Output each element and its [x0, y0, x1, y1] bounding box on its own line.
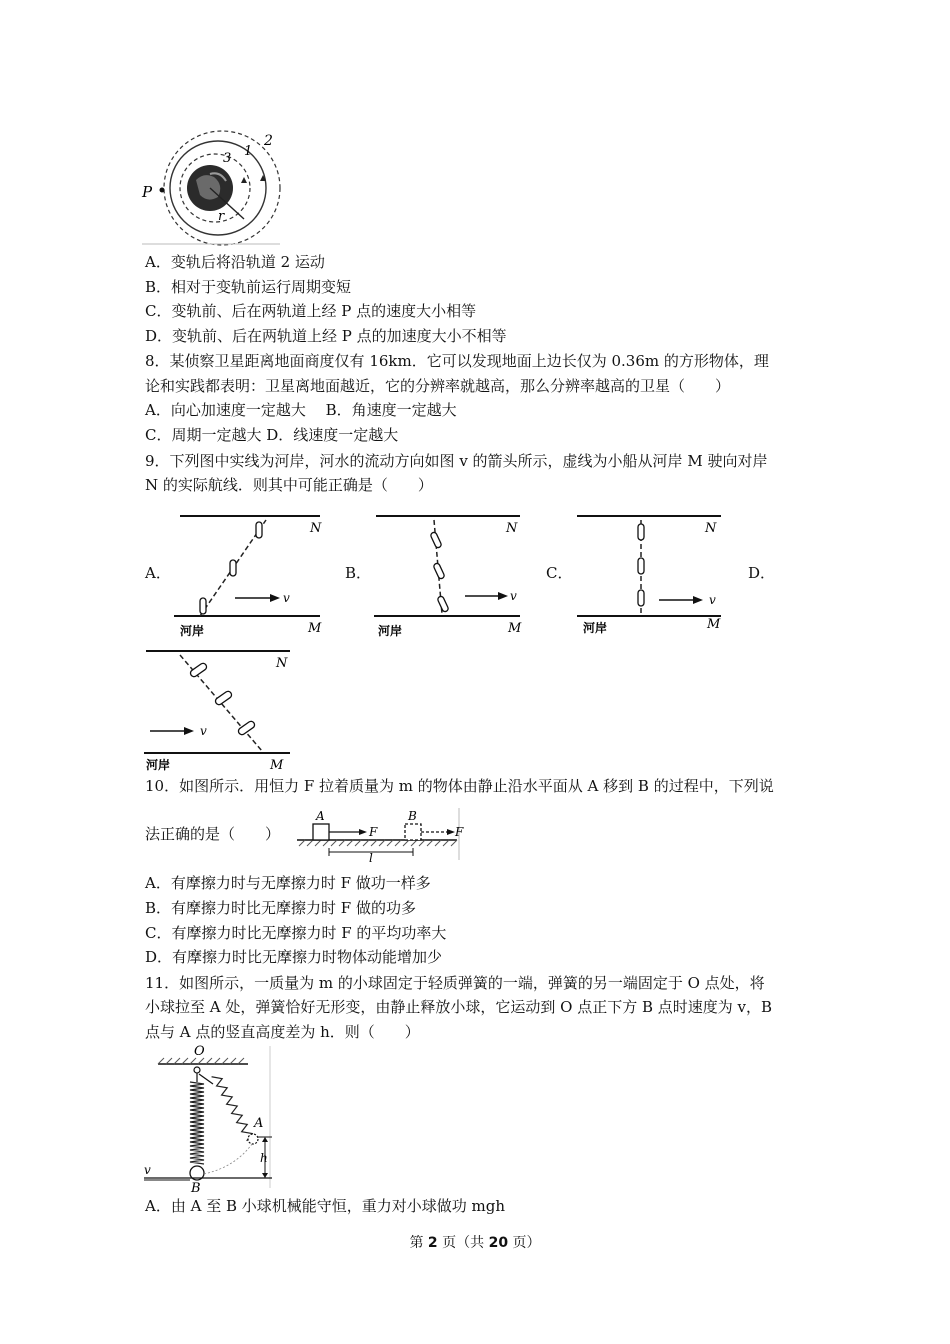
q10-stem-line-2: 法正确的是（ ）: [145, 825, 281, 843]
q8-options-cd: C．周期一定越大 D．线速度一定越大: [145, 426, 399, 444]
fig-c-v: v: [709, 593, 716, 607]
q9-stem-line-2: N 的实际航线．则其中可能正确是（ ）: [145, 476, 433, 494]
river-figure-a: [170, 510, 325, 640]
q11-stem-line-2: 小球拉至 A 处，弹簧恰好无形变，由静止释放小球，它运动到 O 点正下方 B 点时速度为 v，B: [145, 998, 773, 1016]
force-fig-l: l: [369, 851, 373, 864]
q11-option-a: A．由 A 至 B 小球机械能守恒，重力对小球做功 mgh: [145, 1197, 506, 1215]
fig-c-m: M: [707, 617, 721, 632]
river-figure-c: [573, 510, 728, 640]
footer-page-number: 2: [427, 1235, 438, 1251]
orbit-figure: [140, 125, 285, 247]
q10-option-a: A．有摩擦力时与无摩擦力时 F 做功一样多: [145, 874, 431, 892]
orbit-label-p: P: [142, 183, 153, 201]
footer-total-pages: 20: [488, 1235, 509, 1251]
fig-b-v: v: [510, 589, 517, 603]
fig-d-v: v: [200, 724, 207, 738]
spring-fig-b: B: [191, 1181, 201, 1192]
force-figure: [295, 806, 465, 864]
fig-a-bank: 河岸: [180, 624, 205, 638]
fig-b-m: M: [508, 621, 522, 636]
force-fig-f1: F: [369, 825, 378, 839]
q9-label-d: D．: [748, 564, 776, 582]
q7-option-b: B．相对于变轨前运行周期变短: [145, 278, 352, 296]
page-footer: [0, 1232, 950, 1252]
spring-fig-o: O: [194, 1044, 205, 1059]
q10-option-d: D．有摩擦力时比无摩擦力时物体动能增加少: [145, 948, 443, 966]
fig-d-bank: 河岸: [146, 758, 171, 772]
spring-figure: [140, 1042, 280, 1192]
q11-stem-line-3: 点与 A 点的竖直高度差为 h．则（ ）: [145, 1023, 420, 1041]
force-fig-a: A: [316, 809, 325, 823]
fig-a-n: N: [310, 521, 322, 536]
fig-c-n: N: [705, 521, 717, 536]
fig-d-n: N: [276, 656, 288, 671]
q7-option-d: D．变轨前、后在两轨道上经 P 点的加速度大小不相等: [145, 327, 507, 345]
q7-option-a: A．变轨后将沿轨道 2 运动: [145, 253, 325, 271]
orbit-label-2: 2: [264, 133, 273, 149]
force-fig-b: B: [408, 809, 417, 823]
fig-d-m: M: [270, 758, 284, 773]
orbit-label-1: 1: [244, 144, 253, 159]
footer-suffix: 页）: [508, 1235, 541, 1251]
q9-label-b: B．: [345, 564, 372, 582]
q9-label-a: A．: [145, 564, 171, 582]
q10-option-c: C．有摩擦力时比无摩擦力时 F 的平均功率大: [145, 924, 447, 942]
fig-c-bank: 河岸: [583, 621, 608, 635]
force-fig-f2: F: [455, 825, 464, 839]
q8-stem-line-2: 论和实践都表明：卫星离地面越近，它的分辨率就越高，那么分辨率越高的卫星（ ）: [145, 377, 731, 395]
orbit-label-3: 3: [223, 151, 232, 166]
footer-middle: 页（共: [437, 1235, 489, 1251]
q9-label-c: C．: [546, 564, 573, 582]
river-figure-d: [140, 645, 295, 775]
q10-stem-line-1: 10．如图所示．用恒力 F 拉着质量为 m 的物体由静止沿水平面从 A 移到 B 的过程中，下列说: [145, 777, 774, 795]
fig-a-m: M: [308, 621, 322, 636]
q9-stem-line-1: 9．下列图中实线为河岸，河水的流动方向如图 v 的箭头所示，虚线为小船从河岸 M 驶向对岸: [145, 452, 768, 470]
spring-fig-v: v: [144, 1163, 151, 1177]
q10-option-b: B．有摩擦力时比无摩擦力时 F 做的功多: [145, 899, 416, 917]
fig-b-bank: 河岸: [378, 624, 403, 638]
fig-b-n: N: [506, 521, 518, 536]
river-figure-b: [370, 510, 525, 640]
q7-option-c: C．变轨前、后在两轨道上经 P 点的速度大小相等: [145, 302, 477, 320]
spring-fig-a: A: [254, 1116, 264, 1131]
q11-stem-line-1: 11．如图所示，一质量为 m 的小球固定于轻质弹簧的一端，弹簧的另一端固定于 O 点处，将: [145, 974, 765, 992]
spring-fig-h: h: [260, 1151, 268, 1165]
orbit-label-r: r: [218, 209, 225, 224]
footer-prefix: 第: [409, 1235, 428, 1251]
q8-stem-line-1: 8．某侦察卫星距离地面商度仅有 16km．它可以发现地面上边长仅为 0.36m 的方形物体，理: [145, 352, 769, 370]
fig-a-v: v: [283, 591, 290, 605]
q8-options-ab: A．向心加速度一定越大 B．角速度一定越大: [145, 401, 457, 419]
